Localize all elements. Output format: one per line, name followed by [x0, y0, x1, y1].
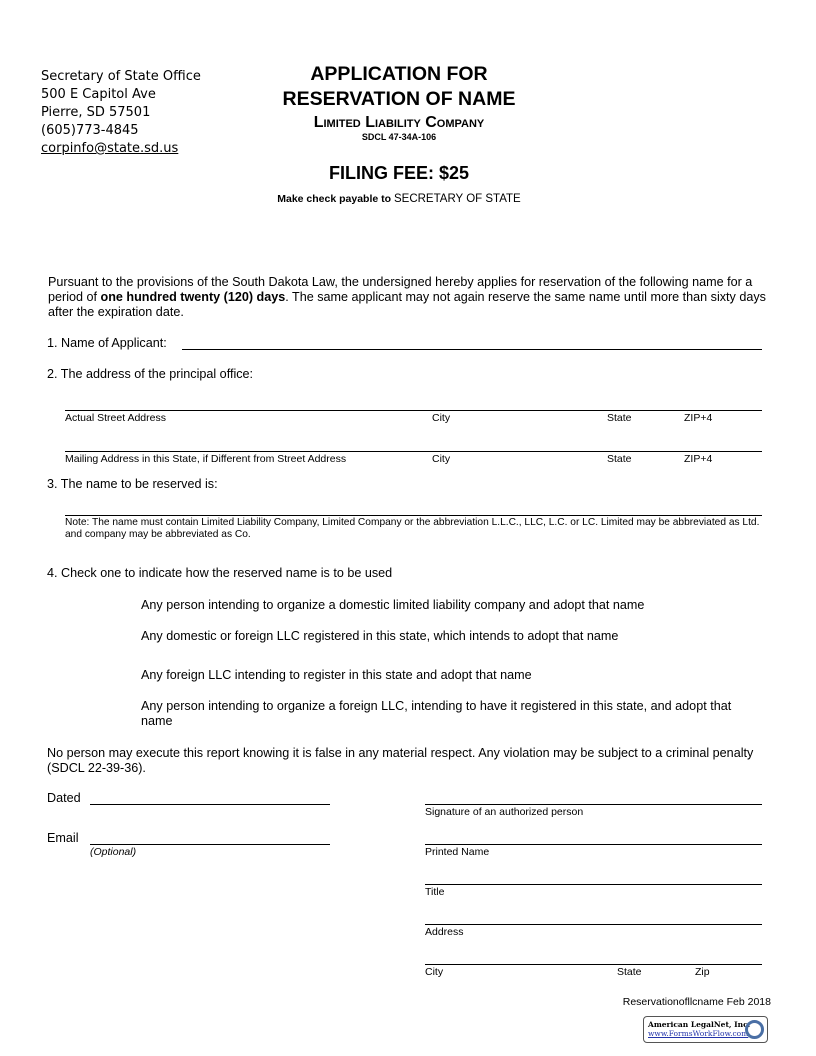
address-field[interactable]	[425, 924, 762, 925]
option-registered-llc[interactable]: Any domestic or foreign LLC registered in this state, which intends to adopt that name	[141, 629, 619, 643]
optional-label: (Optional)	[90, 846, 137, 858]
office-phone: (605)773-4845	[41, 123, 139, 138]
question-1: 1. Name of Applicant:	[47, 336, 167, 350]
intro-paragraph	[48, 275, 768, 320]
signature-label: Signature of an authorized person	[425, 806, 584, 818]
reserved-name-field[interactable]	[65, 515, 762, 516]
mailing-state-label: State	[607, 453, 632, 465]
statute-ref: SDCL 47-34A-106	[361, 132, 437, 142]
title-field[interactable]	[425, 884, 762, 885]
printed-name-field[interactable]	[425, 844, 762, 845]
payable-prefix: Make check payable to	[277, 193, 392, 205]
mailing-city-label: City	[432, 453, 451, 465]
title-line-1: APPLICATION FOR	[310, 63, 488, 85]
form-id: Reservationofllcname Feb 2018	[622, 996, 771, 1008]
declaration: No person may execute this report knowing it is false in any material respect. Any violation may be subject to a criminal penalty (SDCL 22-39-36).	[47, 746, 754, 775]
office-email-link[interactable]: corpinfo@state.sd.us	[41, 141, 179, 156]
mailing-address-field[interactable]	[65, 451, 762, 452]
vendor-logo[interactable]	[643, 1016, 768, 1043]
state-label: State	[607, 412, 632, 424]
question-4: 4. Check one to indicate how the reserved name is to be used	[47, 566, 393, 580]
street-address-field[interactable]	[65, 410, 762, 411]
option-foreign-organizer[interactable]: Any person intending to organize a foreign LLC, intending to have it registered in this state, and adopt that name	[141, 699, 732, 728]
office-street: 500 E Capitol Ave	[41, 87, 156, 102]
mailing-zip-label: ZIP+4	[684, 453, 713, 465]
intro-text-bold: one hundred twenty (120) days	[100, 290, 286, 304]
email-label: Email	[47, 831, 79, 845]
dated-label: Dated	[47, 791, 81, 805]
logo-ring-icon	[745, 1020, 764, 1039]
sig-zip-label: Zip	[695, 966, 710, 978]
filing-fee: FILING FEE: $25	[328, 163, 470, 183]
sig-city-label: City	[425, 966, 444, 978]
logo-company: American LegalNet, Inc.	[648, 1020, 751, 1029]
option-domestic-organizer[interactable]: Any person intending to organize a domestic limited liability company and adopt that name	[141, 598, 645, 612]
title-line-2: RESERVATION OF NAME	[282, 88, 516, 110]
question-3: 3. The name to be reserved is:	[47, 477, 218, 491]
option-foreign-llc[interactable]: Any foreign LLC intending to register in this state and adopt that name	[141, 668, 532, 682]
dated-field[interactable]	[90, 804, 330, 805]
office-city: Pierre, SD 57501	[41, 105, 151, 120]
street-address-label: Actual Street Address	[65, 412, 166, 424]
name-note: Note: The name must contain Limited Liability Company, Limited Company or the abbreviation L.L.C., LLC, L.C. or LC. Limited may be abbreviated as Ltd. and company may be abbreviated as Co.	[65, 517, 760, 540]
signature-field[interactable]	[425, 804, 762, 805]
office-address	[41, 68, 201, 158]
payable-note	[240, 193, 558, 205]
applicant-name-field[interactable]	[182, 349, 762, 350]
city-state-zip-field[interactable]	[425, 964, 762, 965]
address-label: Address	[425, 926, 464, 938]
printed-name-label: Printed Name	[425, 846, 490, 858]
email-field[interactable]	[90, 844, 330, 845]
question-2: 2. The address of the principal office:	[47, 367, 254, 381]
payable-to: SECRETARY OF STATE	[393, 193, 521, 205]
city-label: City	[432, 412, 451, 424]
title-label: Title	[425, 886, 445, 898]
form-title	[240, 62, 558, 112]
office-name: Secretary of State Office	[41, 69, 201, 84]
logo-url[interactable]: www.FormsWorkFlow.com	[648, 1029, 749, 1038]
zip-label: ZIP+4	[684, 412, 713, 424]
intro-text-2: . The same applicant may not again reserve the same name until more than sixty days after the expiration date.	[48, 290, 766, 319]
intro-text-1: Pursuant to the provisions of the South Dakota Law, the undersigned hereby applies for reservation of the following name for a period of	[48, 275, 753, 304]
sig-state-label: State	[617, 966, 642, 978]
form-subtitle: Limited Liability Company	[313, 114, 485, 131]
mailing-address-label: Mailing Address in this State, if Different from Street Address	[65, 453, 347, 465]
